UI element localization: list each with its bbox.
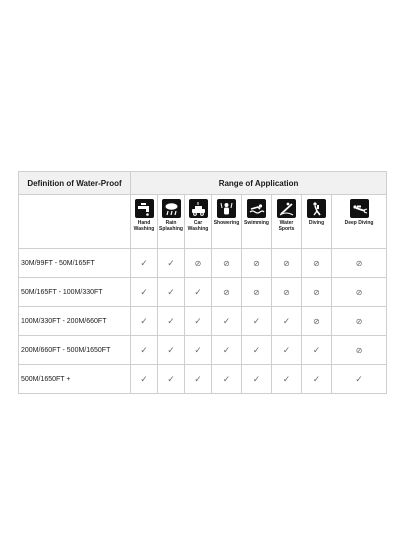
check-icon: ✓: [158, 278, 185, 307]
swimmer-icon: [247, 199, 266, 218]
check-icon: ✓: [158, 307, 185, 336]
not-allowed-icon: ⊘: [272, 278, 302, 307]
check-icon: ✓: [332, 365, 387, 394]
surfing-icon: [277, 199, 296, 218]
empty-corner-cell: [19, 195, 131, 249]
depth-rating: 50M/165FT - 100M/330FT: [19, 278, 131, 307]
check-icon: ✓: [242, 307, 272, 336]
check-icon: ✓: [272, 336, 302, 365]
check-icon: ✓: [212, 307, 242, 336]
not-allowed-icon: ⊘: [302, 278, 332, 307]
icon-row: [19, 195, 387, 249]
not-allowed-icon: ⊘: [332, 249, 387, 278]
faucet-icon: [135, 199, 154, 218]
check-icon: ✓: [158, 249, 185, 278]
car-wash-icon: [189, 199, 208, 218]
header-row: [19, 172, 387, 195]
application-header-7: [332, 195, 387, 249]
not-allowed-icon: ⊘: [332, 278, 387, 307]
not-allowed-icon: ⊘: [212, 249, 242, 278]
not-allowed-icon: ⊘: [302, 249, 332, 278]
application-label: Diving: [308, 220, 325, 226]
application-label: Car Washing: [187, 220, 209, 232]
check-icon: ✓: [185, 336, 212, 365]
application-header-2: [185, 195, 212, 249]
check-icon: ✓: [131, 336, 158, 365]
check-icon: ✓: [242, 365, 272, 394]
application-label: Hand Washing: [133, 220, 155, 232]
not-allowed-icon: ⊘: [332, 336, 387, 365]
table-row: [19, 365, 387, 394]
diver-icon: [307, 199, 326, 218]
depth-rating: 500M/1650FT +: [19, 365, 131, 394]
table-row: [19, 278, 387, 307]
application-header-5: [272, 195, 302, 249]
check-icon: ✓: [212, 365, 242, 394]
application-label: Deep Diving: [344, 220, 374, 226]
application-label: Water Sports: [278, 220, 295, 232]
check-icon: ✓: [272, 365, 302, 394]
table-row: [19, 336, 387, 365]
table-row: [19, 249, 387, 278]
deep-diver-icon: [350, 199, 369, 218]
application-label: Rain Splashing: [159, 220, 183, 232]
not-allowed-icon: ⊘: [272, 249, 302, 278]
check-icon: ✓: [185, 307, 212, 336]
not-allowed-icon: ⊘: [212, 278, 242, 307]
shower-icon: [217, 199, 236, 218]
depth-rating: 30M/99FT - 50M/165FT: [19, 249, 131, 278]
check-icon: ✓: [242, 336, 272, 365]
check-icon: ✓: [212, 336, 242, 365]
check-icon: ✓: [131, 365, 158, 394]
application-header-0: [131, 195, 158, 249]
check-icon: ✓: [302, 365, 332, 394]
not-allowed-icon: ⊘: [242, 249, 272, 278]
check-icon: ✓: [158, 365, 185, 394]
application-header-6: [302, 195, 332, 249]
check-icon: ✓: [131, 278, 158, 307]
not-allowed-icon: ⊘: [302, 307, 332, 336]
not-allowed-icon: ⊘: [332, 307, 387, 336]
check-icon: ✓: [158, 336, 185, 365]
application-header-1: [158, 195, 185, 249]
application-header-4: [242, 195, 272, 249]
check-icon: ✓: [131, 307, 158, 336]
check-icon: ✓: [302, 336, 332, 365]
table-row: [19, 307, 387, 336]
definition-header: Definition of Water-Proof: [19, 172, 131, 195]
check-icon: ✓: [185, 278, 212, 307]
range-header: Range of Application: [131, 172, 387, 195]
check-icon: ✓: [185, 365, 212, 394]
application-label: Swimming: [243, 220, 269, 226]
rain-cloud-icon: [162, 199, 181, 218]
application-header-3: [212, 195, 242, 249]
application-label: Showering: [213, 220, 240, 226]
waterproof-table: [18, 171, 387, 394]
not-allowed-icon: ⊘: [185, 249, 212, 278]
check-icon: ✓: [131, 249, 158, 278]
depth-rating: 100M/330FT - 200M/660FT: [19, 307, 131, 336]
depth-rating: 200M/660FT - 500M/1650FT: [19, 336, 131, 365]
check-icon: ✓: [272, 307, 302, 336]
not-allowed-icon: ⊘: [242, 278, 272, 307]
